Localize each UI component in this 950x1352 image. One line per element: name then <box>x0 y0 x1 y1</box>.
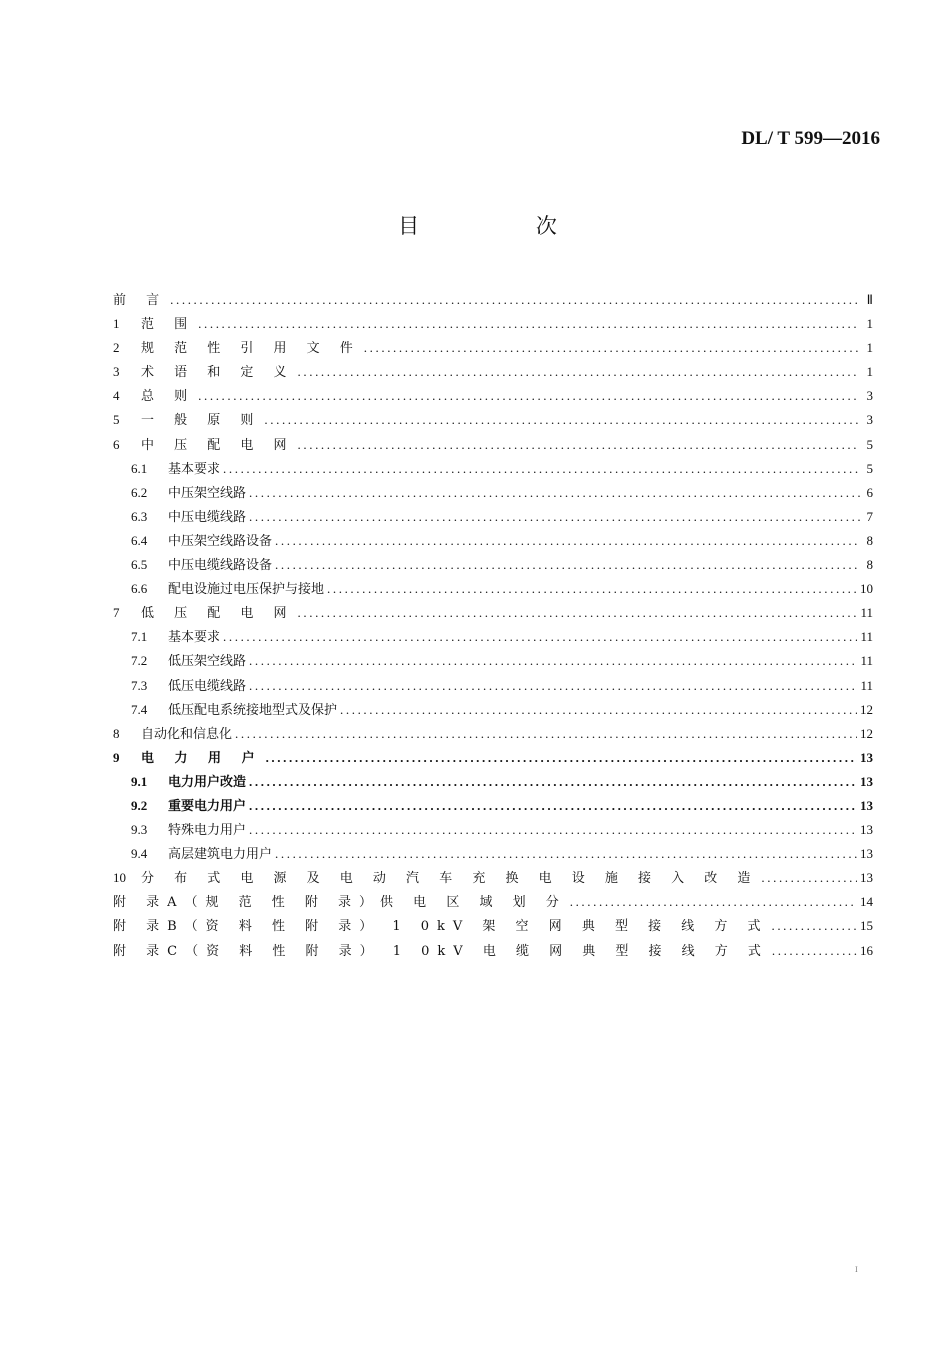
dot-leader <box>249 822 857 838</box>
toc-entry-page: 3 <box>866 388 873 404</box>
dot-leader <box>249 653 857 669</box>
dot-leader <box>771 918 857 934</box>
dot-leader <box>198 388 860 404</box>
toc-entry-page: 11 <box>860 653 873 669</box>
toc-entry[interactable] <box>113 867 873 891</box>
toc-entry-number: 5 <box>113 412 120 428</box>
toc-entry[interactable] <box>113 795 873 819</box>
toc-entry[interactable] <box>113 409 873 433</box>
dot-leader <box>249 509 860 525</box>
toc-entry-number: 6.3 <box>131 508 148 524</box>
toc-entry-page: 16 <box>860 942 873 958</box>
toc-entry-title: 前 言 <box>113 293 168 308</box>
dot-leader <box>275 846 857 862</box>
toc-entry-title: 低 压 配 电 网 <box>141 606 295 622</box>
toc-entry-number: 6.1 <box>131 460 148 476</box>
toc-entry-number: 9.3 <box>131 822 148 838</box>
toc-entry[interactable] <box>113 819 873 843</box>
dot-leader <box>223 629 857 645</box>
toc-entry[interactable] <box>113 699 873 723</box>
toc-entry-title: 规 范 性 引 用 文 件 <box>141 341 361 357</box>
toc-entry-page: 1 <box>866 364 873 380</box>
toc-entry-number: 9 <box>113 749 120 765</box>
toc-entry-page: 13 <box>860 822 873 838</box>
toc-entry[interactable] <box>113 675 873 699</box>
dot-leader <box>223 461 860 477</box>
toc-entry-page: 12 <box>860 725 873 741</box>
dot-leader <box>772 943 857 959</box>
toc-entry-title: 术 语 和 定 义 <box>141 365 295 381</box>
toc-entry[interactable] <box>113 650 873 674</box>
page-number: I <box>855 1266 858 1274</box>
toc-entry-page: 1 <box>866 340 873 356</box>
toc-entry[interactable] <box>113 578 873 602</box>
toc-entry[interactable] <box>113 843 873 867</box>
toc-entry-page: 11 <box>860 677 873 693</box>
dot-leader <box>340 702 857 718</box>
toc-entry-title: 中 压 配 电 网 <box>141 437 295 453</box>
page-title: 目 次 <box>398 214 612 238</box>
toc-entry[interactable] <box>113 313 873 337</box>
toc-entry-page: 13 <box>860 870 873 886</box>
toc-entry-title: 低压配电系统接地型式及保护 <box>168 702 338 718</box>
dot-leader <box>249 678 857 694</box>
toc-entry-title: 电 力 用 户 <box>141 750 263 766</box>
toc-entry[interactable] <box>113 289 873 313</box>
toc-entry-number: 4 <box>113 388 120 404</box>
toc-entry-number: 9.4 <box>131 846 148 862</box>
toc-entry-title: 特殊电力用户 <box>168 823 247 839</box>
toc-entry-number: 6.6 <box>131 581 148 597</box>
dot-leader <box>275 557 860 573</box>
toc-entry-page: 5 <box>866 436 873 452</box>
toc-entry-page: 7 <box>866 508 873 524</box>
toc-entry-title: 附 录C（资 料 性 附 录） 1 0kV 电 缆 网 典 型 接 线 方 式 <box>113 943 769 959</box>
toc-entry-page: 1 <box>866 316 873 332</box>
toc-entry-number: 10 <box>113 870 126 886</box>
toc-entry[interactable] <box>113 361 873 385</box>
toc-entry[interactable] <box>113 554 873 578</box>
toc-entry-number: 6.4 <box>131 532 148 548</box>
toc-entry-title: 自动化和信息化 <box>141 726 233 742</box>
toc-entry-page: 8 <box>866 532 873 548</box>
toc-entry-page: 15 <box>860 918 873 934</box>
dot-leader <box>570 894 857 910</box>
toc-entry-title: 分 布 式 电 源 及 电 动 汽 车 充 换 电 设 施 接 入 改 造 <box>141 871 759 887</box>
toc-entry-page: Ⅱ <box>866 292 873 307</box>
toc-entry-page: 3 <box>866 412 873 428</box>
toc-entry[interactable] <box>113 747 873 771</box>
toc-entry-title: 基本要求 <box>168 630 221 646</box>
toc-entry-title: 基本要求 <box>168 461 221 477</box>
toc-entry-page: 11 <box>860 605 873 621</box>
toc-entry-page: 10 <box>860 581 873 597</box>
toc-entry[interactable] <box>113 626 873 650</box>
toc-entry[interactable] <box>113 506 873 530</box>
toc-entry-number: 3 <box>113 364 120 380</box>
toc-entry[interactable] <box>113 771 873 795</box>
toc-entry[interactable] <box>113 940 873 964</box>
toc-entry-number: 1 <box>113 316 120 332</box>
toc-entry-title: 总 则 <box>141 389 196 405</box>
toc-entry-title: 一 般 原 则 <box>141 413 262 429</box>
toc-entry[interactable] <box>113 458 873 482</box>
toc-entry-number: 8 <box>113 725 120 741</box>
toc-entry[interactable] <box>113 337 873 361</box>
toc-entry[interactable] <box>113 723 873 747</box>
toc-entry[interactable] <box>113 482 873 506</box>
toc-entry-title: 范 围 <box>141 317 196 333</box>
toc-entry-number: 7.1 <box>131 629 148 645</box>
dot-leader <box>275 533 860 549</box>
dot-leader <box>761 870 857 886</box>
toc-entry-number: 2 <box>113 340 120 356</box>
toc-entry-number: 6.2 <box>131 484 148 500</box>
toc-entry-title: 中压架空线路 <box>168 485 247 501</box>
toc-entry-number: 6.5 <box>131 557 148 573</box>
dot-leader <box>298 605 858 621</box>
toc-entry-page: 14 <box>860 894 873 910</box>
toc-entry-number: 7 <box>113 605 120 621</box>
toc-entry-number: 6 <box>113 436 120 452</box>
dot-leader <box>170 292 860 308</box>
dot-leader <box>198 316 860 332</box>
toc-entry-page: 11 <box>860 629 873 645</box>
toc-entry[interactable] <box>113 891 873 915</box>
toc-entry-number: 9.1 <box>131 773 148 789</box>
toc-entry-page: 13 <box>860 797 873 813</box>
toc-entry-number: 9.2 <box>131 797 148 813</box>
dot-leader <box>264 412 860 428</box>
toc-entry-page: 13 <box>860 773 873 789</box>
toc-entry-title: 重要电力用户 <box>168 798 247 814</box>
toc-entry-title: 中压电缆线路 <box>168 509 247 525</box>
toc-entry-page: 8 <box>866 557 873 573</box>
toc-entry-page: 5 <box>866 460 873 476</box>
toc-entry-number: 7.2 <box>131 653 148 669</box>
standard-code: DL/ T 599—2016 <box>741 128 880 149</box>
toc-entry[interactable] <box>113 385 873 409</box>
toc-entry-title: 附 录A（规 范 性 附 录）供 电 区 域 划 分 <box>113 895 567 911</box>
dot-leader <box>249 485 860 501</box>
toc-entry-number: 7.4 <box>131 701 148 717</box>
toc-entry-title: 中压电缆线路设备 <box>168 558 273 574</box>
toc-entry-page: 13 <box>860 846 873 862</box>
toc-entry-title: 中压架空线路设备 <box>168 533 273 549</box>
dot-leader <box>364 340 860 356</box>
toc-entry-title: 配电设施过电压保护与接地 <box>168 582 325 598</box>
dot-leader <box>249 798 857 814</box>
dot-leader <box>266 750 857 766</box>
dot-leader <box>298 364 860 380</box>
toc-entry-title: 低压架空线路 <box>168 654 247 670</box>
toc-entry-page: 12 <box>860 701 873 717</box>
toc-entry[interactable] <box>113 602 873 626</box>
toc-entry-page: 13 <box>860 749 873 765</box>
toc-entry-title: 电力用户改造 <box>168 774 247 790</box>
dot-leader <box>235 726 857 742</box>
table-of-contents <box>113 289 873 964</box>
toc-entry-title: 低压电缆线路 <box>168 678 247 694</box>
dot-leader <box>327 581 857 597</box>
toc-entry-page: 6 <box>866 484 873 500</box>
dot-leader <box>298 437 860 453</box>
toc-entry-title: 附 录B（资 料 性 附 录） 1 0kV 架 空 网 典 型 接 线 方 式 <box>113 919 769 935</box>
toc-entry[interactable] <box>113 530 873 554</box>
toc-entry-number: 7.3 <box>131 677 148 693</box>
toc-entry[interactable] <box>113 915 873 939</box>
toc-entry[interactable] <box>113 434 873 458</box>
dot-leader <box>249 774 857 790</box>
toc-entry-title: 高层建筑电力用户 <box>168 847 273 863</box>
